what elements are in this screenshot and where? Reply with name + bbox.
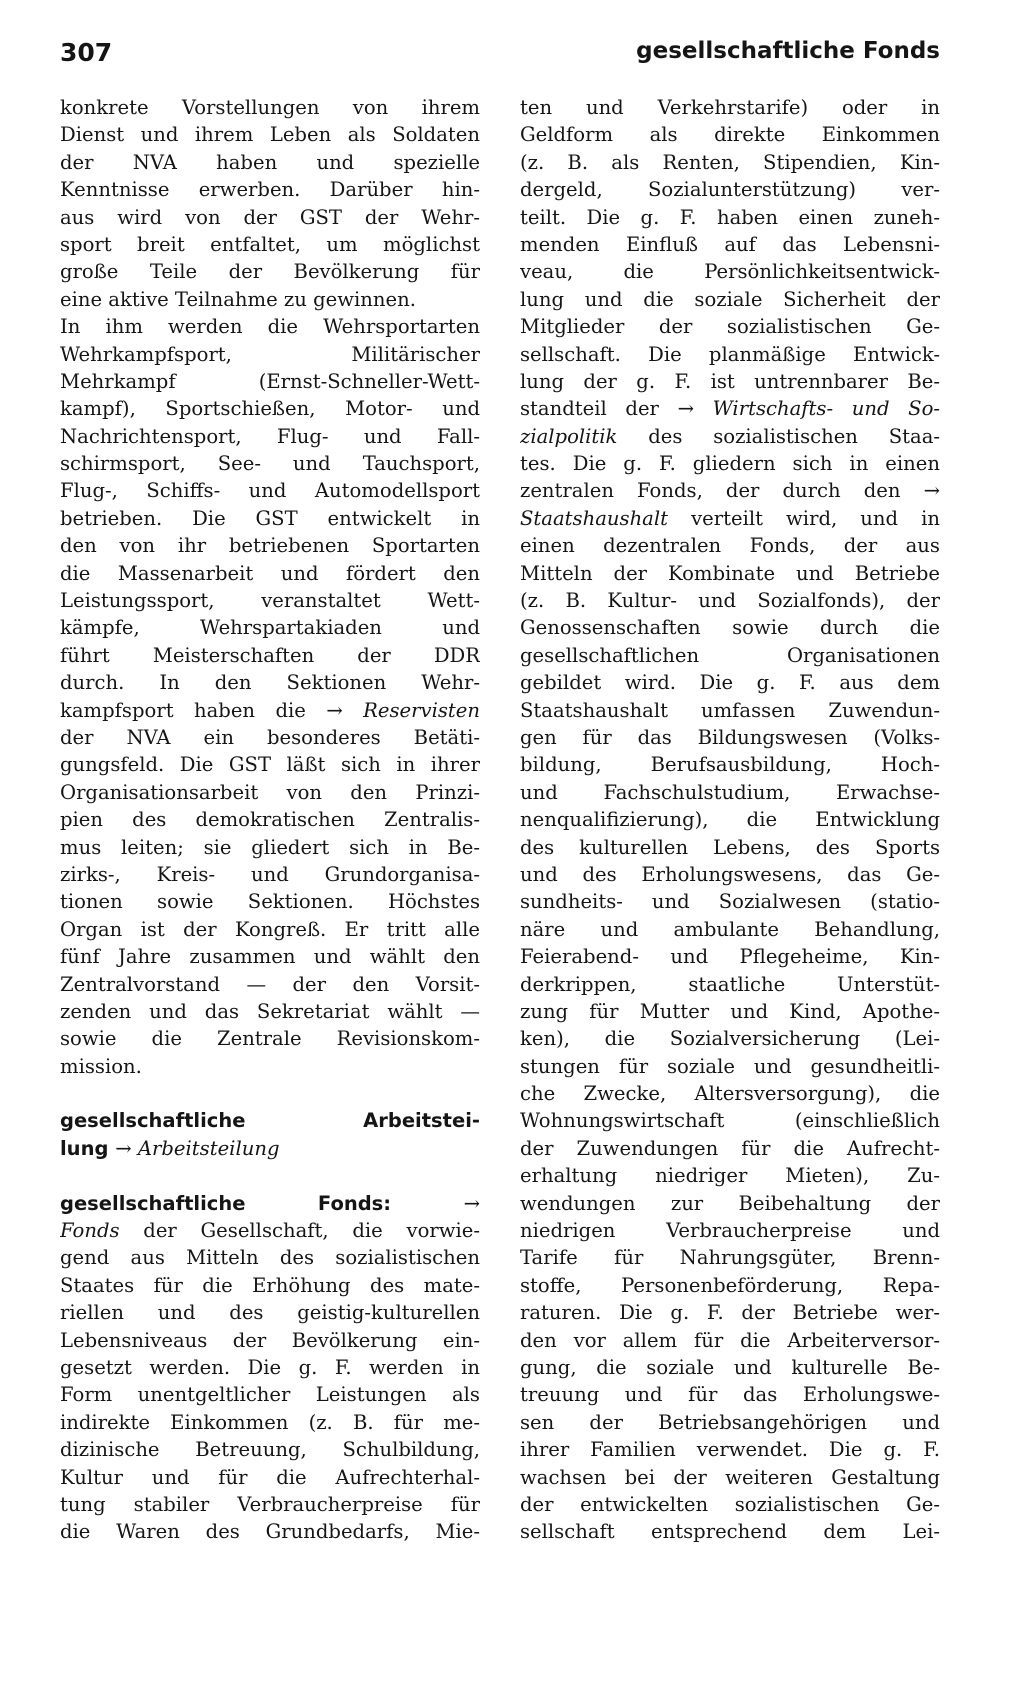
text-line — [60, 1491, 480, 1518]
text-line — [520, 231, 940, 258]
line-text: zentralen Fonds, der durch den → — [520, 479, 940, 503]
text-line — [520, 1464, 940, 1491]
line-text: sport breit entfaltet, um möglichst — [60, 232, 480, 256]
text-line — [60, 258, 480, 285]
text-line — [520, 1053, 940, 1080]
line-text: Kultur und für die Aufrechterhal- — [60, 1465, 480, 1489]
line-text: nenqualifizierung), die Entwicklung — [520, 808, 940, 832]
text-line — [520, 450, 940, 477]
text-line — [520, 395, 940, 422]
line-text: ken), die Sozialversicherung (Lei- — [520, 1027, 940, 1051]
text-line — [60, 1135, 480, 1162]
line-text: Nachrichtensport, Flug- und Fall- — [60, 424, 480, 448]
text-line — [520, 1080, 940, 1107]
text-line — [520, 204, 940, 231]
text-line — [60, 1107, 480, 1134]
line-text: → — [463, 1191, 480, 1215]
line-text: große Teile der Bevölkerung für — [60, 260, 480, 284]
line-text: die Massenarbeit und fördert den — [60, 561, 480, 585]
line-text: che Zwecke, Altersversorgung), die — [520, 1082, 940, 1106]
line-text: verteilt wird, und in — [668, 506, 940, 530]
line-text: veau, die Persönlichkeitsentwick- — [520, 260, 940, 284]
line-text: Wehrkampfsport, Militärischer — [60, 342, 480, 366]
text-line — [60, 998, 480, 1025]
text-line — [520, 505, 940, 532]
line-text: des sozialistischen Staa- — [617, 424, 940, 448]
text-line — [60, 1190, 480, 1217]
line-text: näre und ambulante Behandlung, — [520, 917, 940, 941]
line-text: sellschaft entsprechend dem Lei- — [520, 1520, 940, 1544]
text-line — [520, 1025, 940, 1052]
line-text: Kenntnisse erwerben. Darüber hin- — [60, 178, 480, 202]
line-text: Tarife für Nahrungsgüter, Brenn- — [520, 1246, 940, 1270]
text-line — [60, 697, 480, 724]
line-text: zirks-, Kreis- und Grundorganisa- — [60, 862, 480, 886]
text-line — [520, 1162, 940, 1189]
paragraph-gap — [60, 1162, 480, 1189]
text-line — [520, 477, 940, 504]
line-text: standteil der → — [520, 397, 713, 421]
text-line — [60, 313, 480, 340]
line-text: Genossenschaften sowie durch die — [520, 616, 940, 640]
text-line — [60, 176, 480, 203]
text-line — [60, 1436, 480, 1463]
text-line — [60, 1272, 480, 1299]
text-line — [60, 505, 480, 532]
text-line — [60, 916, 480, 943]
text-line — [60, 1354, 480, 1381]
text-line — [60, 834, 480, 861]
line-text: stungen für soziale und gesundheitli- — [520, 1054, 940, 1078]
line-text: sundheits- und Sozialwesen (statio- — [520, 890, 940, 914]
text-line — [60, 368, 480, 395]
text-line — [60, 1053, 480, 1080]
line-text: Mitteln der Kombinate und Betriebe — [520, 561, 940, 585]
line-text: der Zuwendungen für die Aufrecht- — [520, 1136, 940, 1160]
text-line — [60, 587, 480, 614]
text-line — [520, 669, 940, 696]
text-line — [520, 1107, 940, 1134]
line-text: pien des demokratischen Zentralis- — [60, 808, 480, 832]
text-line — [60, 286, 480, 313]
line-text: kampf), Sportschießen, Motor- und — [60, 397, 480, 421]
text-line — [60, 614, 480, 641]
line-text: dizinische Betreuung, Schulbildung, — [60, 1438, 480, 1462]
line-text: einen dezentralen Fonds, der aus — [520, 534, 940, 558]
text-line — [520, 861, 940, 888]
text-line — [520, 560, 940, 587]
line-text: derkrippen, staatliche Unterstüt- — [520, 972, 940, 996]
line-text: tung stabiler Verbraucherpreise für — [60, 1492, 480, 1516]
page-header — [60, 38, 940, 72]
line-text: die Waren des Grundbedarfs, Mie- — [60, 1520, 480, 1544]
text-line — [60, 779, 480, 806]
text-line — [60, 1518, 480, 1545]
text-line — [60, 971, 480, 998]
text-line — [520, 1272, 940, 1299]
line-text: raturen. Die g. F. der Betriebe wer- — [520, 1301, 940, 1325]
line-text: dergeld, Sozialunterstützung) ver- — [520, 178, 940, 202]
line-text: Staates für die Erhöhung des mate- — [60, 1273, 480, 1297]
text-line — [520, 258, 940, 285]
text-line — [60, 450, 480, 477]
line-text: Zentralvorstand — der den Vorsit- — [60, 972, 480, 996]
line-text: mission. — [60, 1054, 142, 1078]
text-line — [60, 532, 480, 559]
line-text: aus wird von der GST der Wehr- — [60, 205, 480, 229]
entry-headword: lung — [60, 1136, 116, 1160]
line-text: konkrete Vorstellungen von ihrem — [60, 96, 480, 119]
text-line — [60, 1464, 480, 1491]
line-text: der entwickelten sozialistischen Ge- — [520, 1492, 940, 1516]
line-text: Flug-, Schiffs- und Automodellsport — [60, 479, 480, 503]
line-text: des kulturellen Lebens, des Sports — [520, 835, 940, 859]
text-line — [520, 587, 940, 614]
cross-reference: Fonds — [60, 1219, 120, 1243]
text-line — [60, 1327, 480, 1354]
text-line — [520, 1299, 940, 1326]
text-line — [520, 341, 940, 368]
line-text: gend aus Mitteln des sozialistischen — [60, 1246, 480, 1270]
line-text: mus leiten; sie gliedert sich in Be- — [60, 835, 480, 859]
text-line — [520, 943, 940, 970]
text-line — [520, 1409, 940, 1436]
text-line — [520, 532, 940, 559]
cross-reference: Wirtschafts- und So- — [712, 397, 940, 421]
line-text: und Fachschulstudium, Erwachse- — [520, 780, 940, 804]
text-line — [60, 724, 480, 751]
entry-headword: gesellschaftliche Fonds: — [60, 1191, 464, 1215]
text-line — [60, 395, 480, 422]
text-line — [60, 477, 480, 504]
line-text: kämpfe, Wehrspartakiaden und — [60, 616, 480, 640]
line-text: wendungen zur Beibehaltung der — [520, 1191, 940, 1215]
line-text: und des Erholungswesens, das Ge- — [520, 862, 940, 886]
line-text: (z. B. Kultur- und Sozialfonds), der — [520, 589, 940, 613]
text-line — [520, 642, 940, 669]
text-line — [60, 121, 480, 148]
text-line — [520, 423, 940, 450]
text-line — [520, 614, 940, 641]
text-line — [60, 423, 480, 450]
running-head: gesellschaftliche Fonds — [636, 38, 940, 64]
line-text: gen für das Bildungswesen (Volks- — [520, 725, 940, 749]
line-text: Mehrkampf (Ernst-Schneller-Wett- — [60, 369, 480, 393]
paragraph-gap — [60, 1080, 480, 1107]
cross-reference: zialpolitik — [520, 424, 618, 448]
line-text: zenden und das Sekretariat wählt — — [60, 999, 480, 1023]
line-text: Feierabend- und Pflegeheime, Kin- — [520, 945, 940, 969]
text-line — [520, 834, 940, 861]
line-text: gesellschaftlichen Organisationen — [520, 643, 940, 667]
line-text: Geldform als direkte Einkommen — [520, 123, 940, 147]
text-line — [60, 669, 480, 696]
line-text: ihrer Familien verwendet. Die g. F. — [520, 1438, 940, 1462]
text-line — [520, 1436, 940, 1463]
cross-reference: Staatshaushalt — [520, 506, 669, 530]
text-line — [520, 724, 940, 751]
text-line — [520, 176, 940, 203]
text-line — [60, 231, 480, 258]
cross-reference: → Reservisten — [326, 698, 480, 722]
line-text: menden Einfluß auf das Lebensni- — [520, 232, 940, 256]
line-text: eine aktive Teilnahme zu gewinnen. — [60, 287, 416, 311]
line-text: Leistungssport, veranstaltet Wett- — [60, 589, 480, 613]
line-text: gesetzt werden. Die g. F. werden in — [60, 1355, 480, 1379]
line-text: → — [115, 1136, 138, 1160]
left-text-column — [60, 94, 480, 1546]
text-line — [520, 779, 940, 806]
text-line — [60, 806, 480, 833]
line-text: kampfsport haben die — [60, 698, 327, 722]
text-line — [60, 1217, 480, 1244]
text-line — [520, 998, 940, 1025]
line-text: tes. Die g. F. gliedern sich in einen — [520, 452, 940, 476]
text-line — [520, 94, 940, 121]
text-line — [60, 943, 480, 970]
line-text: treuung und für das Erholungswe- — [520, 1383, 940, 1407]
line-text: In ihm werden die Wehrsportarten — [60, 315, 480, 339]
line-text: tionen sowie Sektionen. Höchstes — [60, 890, 480, 914]
page-number: 307 — [60, 38, 113, 67]
entry-headword: gesellschaftliche Arbeitstei- — [60, 1109, 480, 1133]
line-text: indirekte Einkommen (z. B. für me- — [60, 1410, 480, 1434]
line-text: Mitglieder der sozialistischen Ge- — [520, 315, 940, 339]
line-text: betrieben. Die GST entwickelt in — [60, 506, 480, 530]
text-line — [60, 149, 480, 176]
line-text: stoffe, Personenbeförderung, Repa- — [520, 1273, 940, 1297]
text-line — [520, 971, 940, 998]
text-line — [520, 888, 940, 915]
text-line — [60, 341, 480, 368]
text-line — [520, 1354, 940, 1381]
line-text: bildung, Berufsausbildung, Hoch- — [520, 753, 940, 777]
text-line — [60, 751, 480, 778]
text-line — [60, 204, 480, 231]
line-text: niedrigen Verbraucherpreise und — [520, 1219, 940, 1243]
text-line — [520, 1327, 940, 1354]
line-text: den vor allem für die Arbeiterversor- — [520, 1328, 940, 1352]
line-text: der NVA haben und spezielle — [60, 150, 480, 174]
text-line — [520, 751, 940, 778]
text-line — [520, 121, 940, 148]
text-line — [520, 697, 940, 724]
text-line — [60, 888, 480, 915]
line-text: sowie die Zentrale Revisionskom- — [60, 1027, 480, 1051]
text-line — [520, 1491, 940, 1518]
text-line — [60, 560, 480, 587]
line-text: gungsfeld. Die GST läßt sich in ihrer — [60, 753, 480, 777]
text-line — [60, 861, 480, 888]
line-text: gung, die soziale und kulturelle Be- — [520, 1355, 940, 1379]
line-text: erhaltung niedriger Mieten), Zu- — [520, 1164, 940, 1188]
line-text: den von ihr betriebenen Sportarten — [60, 534, 480, 558]
text-line — [60, 642, 480, 669]
text-line — [520, 313, 940, 340]
text-line — [520, 368, 940, 395]
text-line — [60, 1299, 480, 1326]
line-text: wachsen bei der weiteren Gestaltung — [520, 1465, 940, 1489]
text-line — [520, 1190, 940, 1217]
line-text: gebildet wird. Die g. F. aus dem — [520, 671, 940, 695]
text-line — [520, 806, 940, 833]
right-text-column — [520, 94, 940, 1546]
line-text: zung für Mutter und Kind, Apothe- — [520, 999, 940, 1023]
text-line — [520, 286, 940, 313]
line-text: Organisationsarbeit von den Prinzi- — [60, 780, 480, 804]
line-text: lung und die soziale Sicherheit der — [520, 287, 940, 311]
cross-reference: Arbeitsteilung — [137, 1136, 280, 1160]
line-text: der Gesellschaft, die vorwie- — [119, 1219, 480, 1243]
line-text: sen der Betriebsangehörigen und — [520, 1410, 940, 1434]
line-text: fünf Jahre zusammen und wählt den — [60, 945, 480, 969]
line-text: Dienst und ihrem Leben als Soldaten — [60, 123, 480, 147]
line-text: Lebensniveaus der Bevölkerung ein- — [60, 1328, 480, 1352]
text-line — [60, 1244, 480, 1271]
text-line — [520, 149, 940, 176]
text-line — [60, 1381, 480, 1408]
text-line — [520, 1244, 940, 1271]
line-text: Wohnungswirtschaft (einschließlich — [520, 1109, 940, 1133]
line-text: lung der g. F. ist untrennbarer Be- — [520, 369, 940, 393]
line-text: riellen und des geistig-kulturellen — [60, 1301, 480, 1325]
line-text: ten und Verkehrstarife) oder in — [520, 96, 940, 119]
line-text: der NVA ein besonderes Betäti- — [60, 725, 480, 749]
line-text: Form unentgeltlicher Leistungen als — [60, 1383, 480, 1407]
line-text: sellschaft. Die planmäßige Entwick- — [520, 342, 940, 366]
line-text: (z. B. als Renten, Stipendien, Kin- — [520, 150, 940, 174]
text-line — [60, 1409, 480, 1436]
text-line — [520, 1135, 940, 1162]
line-text: teilt. Die g. F. haben einen zuneh- — [520, 205, 940, 229]
line-text: Staatshaushalt umfassen Zuwendun- — [520, 698, 940, 722]
text-line — [520, 1217, 940, 1244]
text-line — [520, 1381, 940, 1408]
line-text: durch. In den Sektionen Wehr- — [60, 671, 480, 695]
line-text: führt Meisterschaften der DDR — [60, 643, 480, 667]
text-line — [520, 916, 940, 943]
text-line — [60, 94, 480, 121]
text-line — [520, 1518, 940, 1545]
text-line — [60, 1025, 480, 1052]
line-text: Organ ist der Kongreß. Er tritt alle — [60, 917, 480, 941]
line-text: schirmsport, See- und Tauchsport, — [60, 452, 480, 476]
